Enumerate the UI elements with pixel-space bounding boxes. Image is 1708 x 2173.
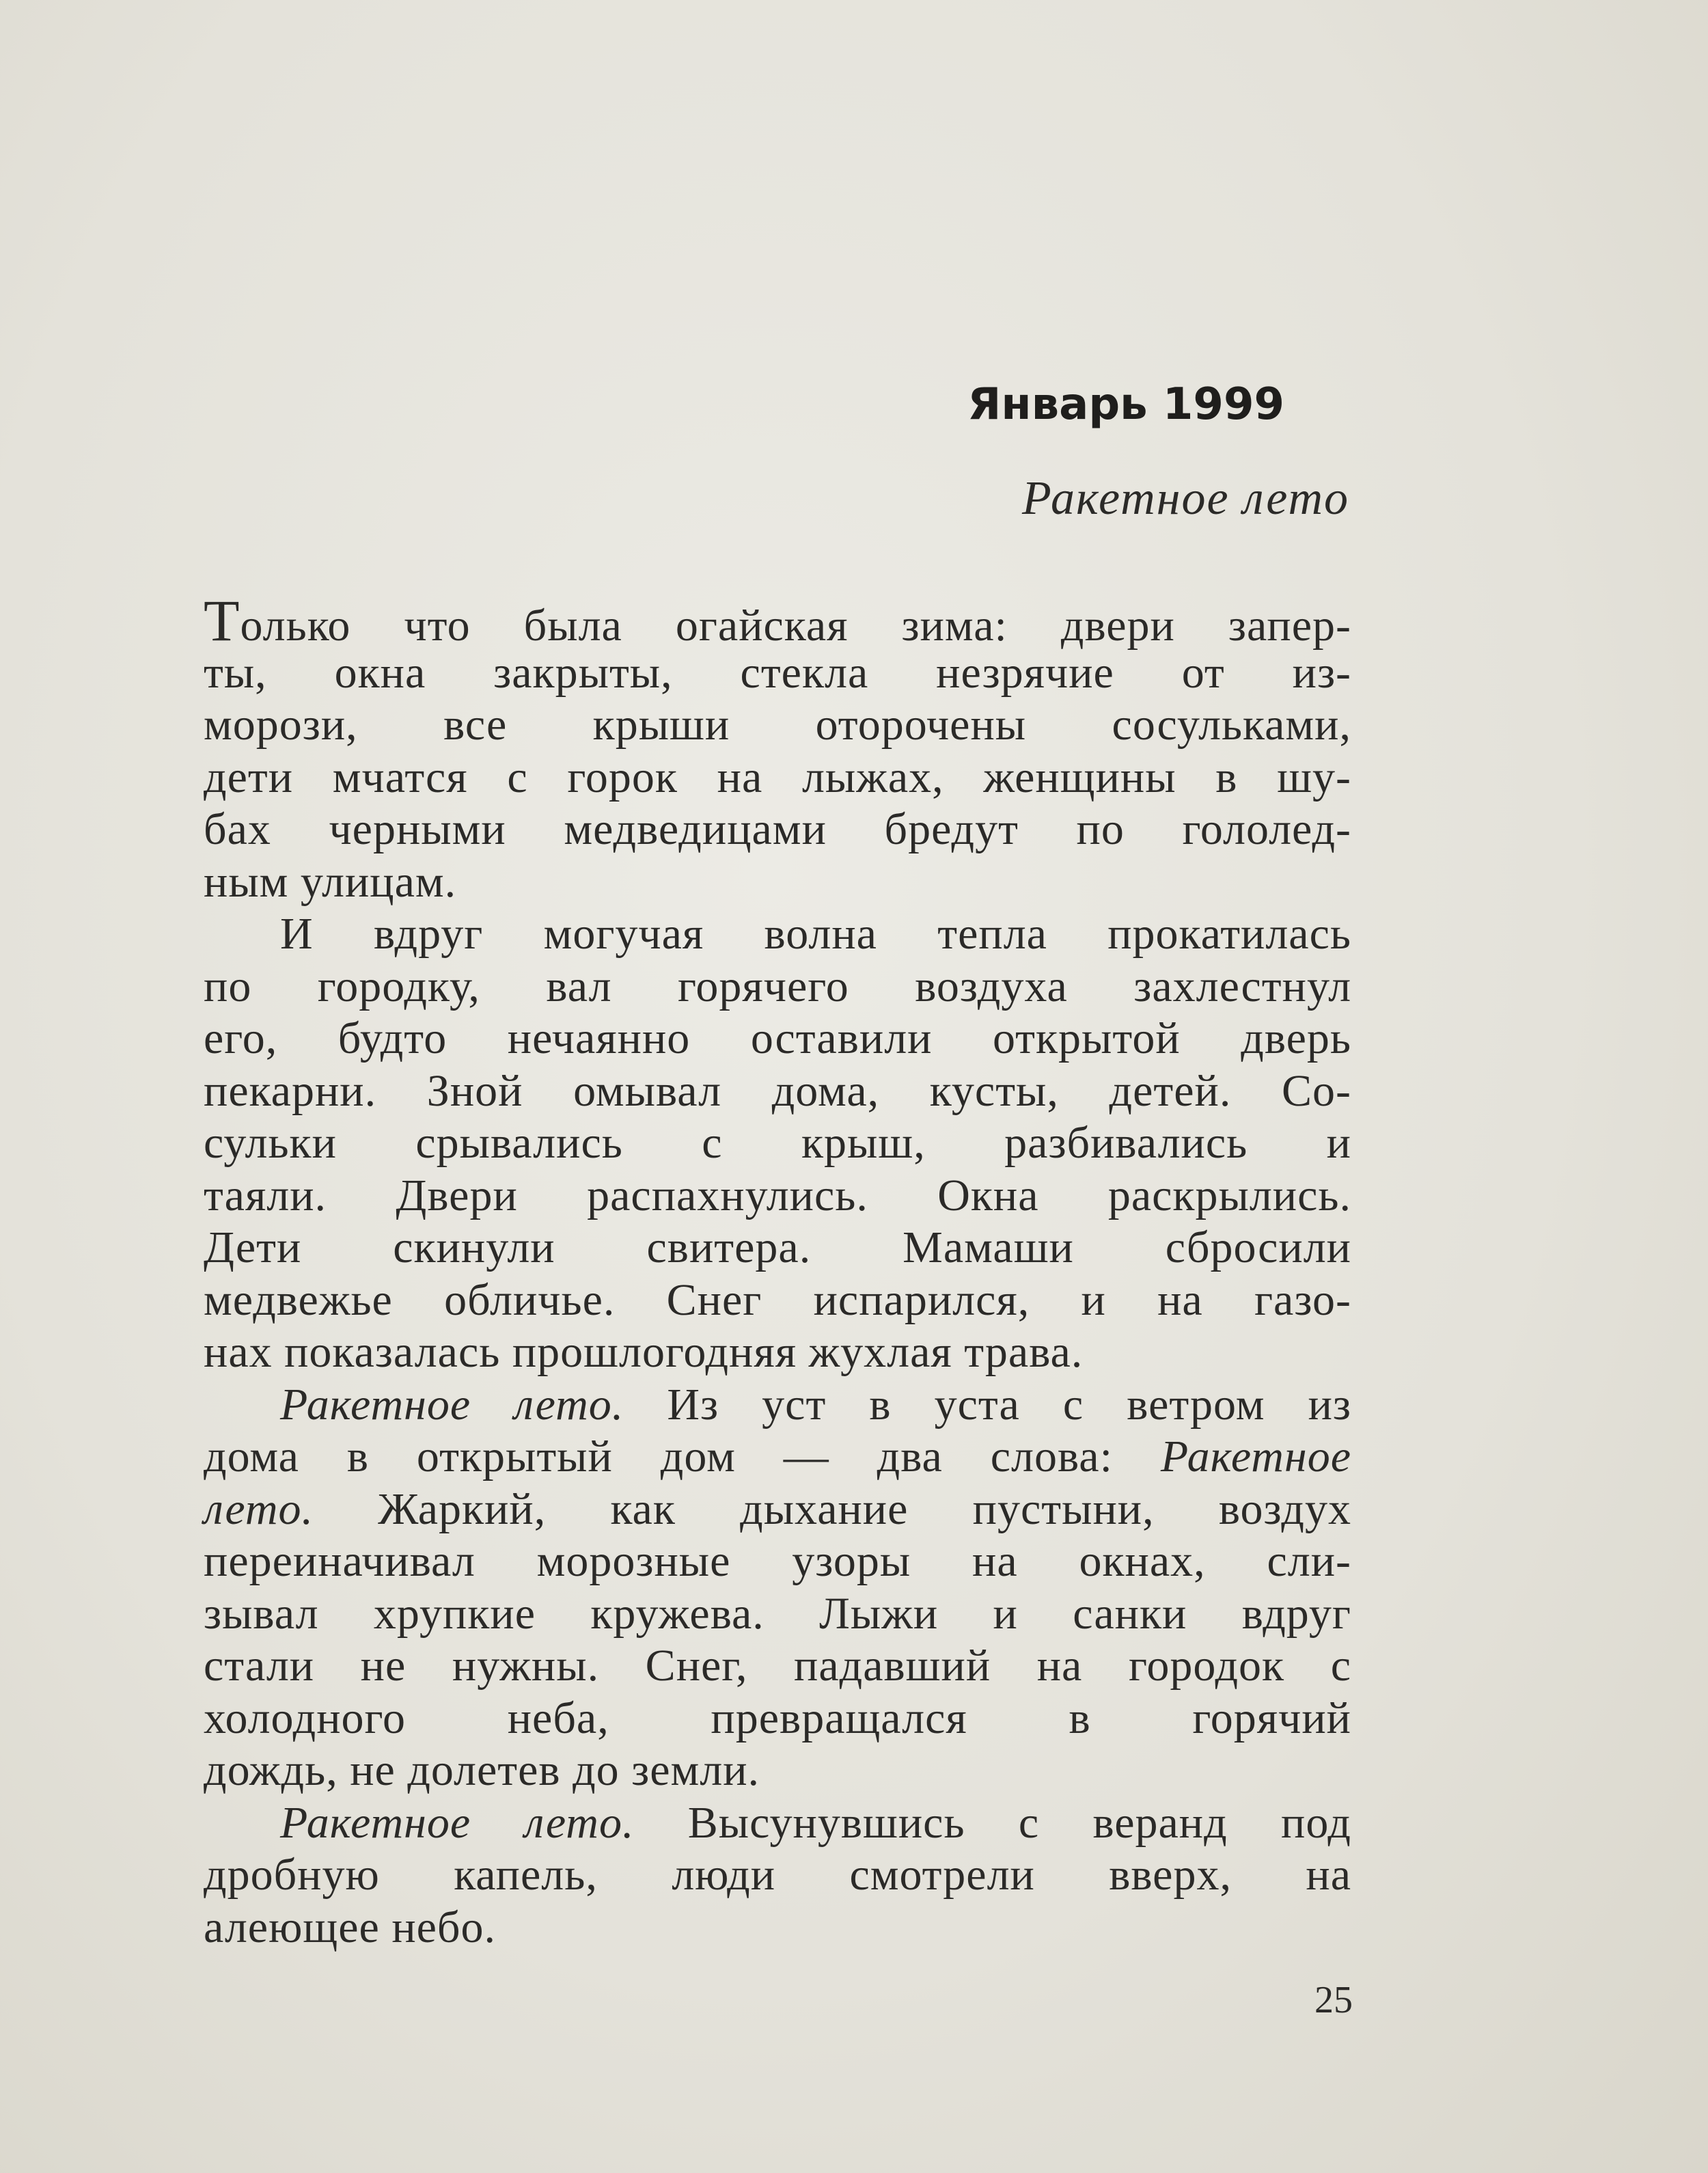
text-line: пекарни. Зной омывал дома, кусты, детей. Со- [204,1065,1351,1116]
text-fragment: дома в открытый дом — два слова: [204,1432,1161,1481]
text-line [204,1431,1351,1484]
italic-phrase: Ракетное лето. [280,1379,624,1430]
text-line: ным улицам. [204,856,457,907]
italic-phrase: лето. [204,1484,314,1534]
text-fragment: Жаркий, как дыхание пустыни, воздух [314,1484,1351,1534]
body-text [204,588,1351,1954]
text-line: нах показалась прошлогодняя жухлая трава. [204,1327,1084,1377]
text-line [204,1797,1351,1850]
text-line: холодного неба, превращался в горячий [204,1693,1351,1743]
text-line: дробную капель, люди смотрели вверх, на [204,1850,1351,1900]
text-line: Только что была огайская зима: двери запер- [204,588,1351,653]
italic-phrase: Ракетное лето. [280,1797,635,1848]
text-line: сульки срывались с крыш, разбивались и [204,1118,1351,1168]
text-fragment: Высунувшись с веранд под [634,1797,1351,1848]
story-title: Ракетное лето [1021,472,1349,525]
text-line: алеющее небо. [204,1902,497,1952]
text-line: И вдруг могучая волна тепла прокатилась [280,909,1351,959]
text-line: его, будто нечаянно оставили открытой дверь [204,1013,1351,1063]
text-line: дети мчатся с горок на лыжах, женщины в шу- [204,752,1351,802]
text-line: переиначивал морозные узоры на окнах, сли- [204,1536,1351,1586]
text-line: стали не нужны. Снег, падавший на городок с [204,1641,1351,1691]
chapter-date-heading: Январь 1999 [967,379,1284,430]
text-line: ты, окна закрыты, стекла незрячие от из- [204,647,1351,698]
text-line: медвежье обличье. Снег испарился, и на газо- [204,1274,1351,1325]
text-line: Дети скинули свитера. Мамаши сбросили [204,1222,1351,1272]
text-line [204,1379,1351,1432]
italic-phrase: Ракетное [1160,1432,1351,1481]
page-number: 25 [1314,1979,1353,2021]
text-line: дождь, не долетев до земли. [204,1745,760,1795]
text-line: таяли. Двери распахнулись. Окна раскрылись. [204,1170,1351,1220]
text-line [204,1484,1351,1536]
text-fragment: Из уст в уста с ветром из [624,1379,1351,1430]
text-line: морози, все крыши оторочены сосульками, [204,700,1351,750]
text-line: бах черными медведицами бредут по гололед- [204,804,1351,854]
text-line: по городку, вал горячего воздуха захлестнул [204,961,1351,1011]
text-line: зывал хрупкие кружева. Лыжи и санки вдруг [204,1588,1351,1639]
